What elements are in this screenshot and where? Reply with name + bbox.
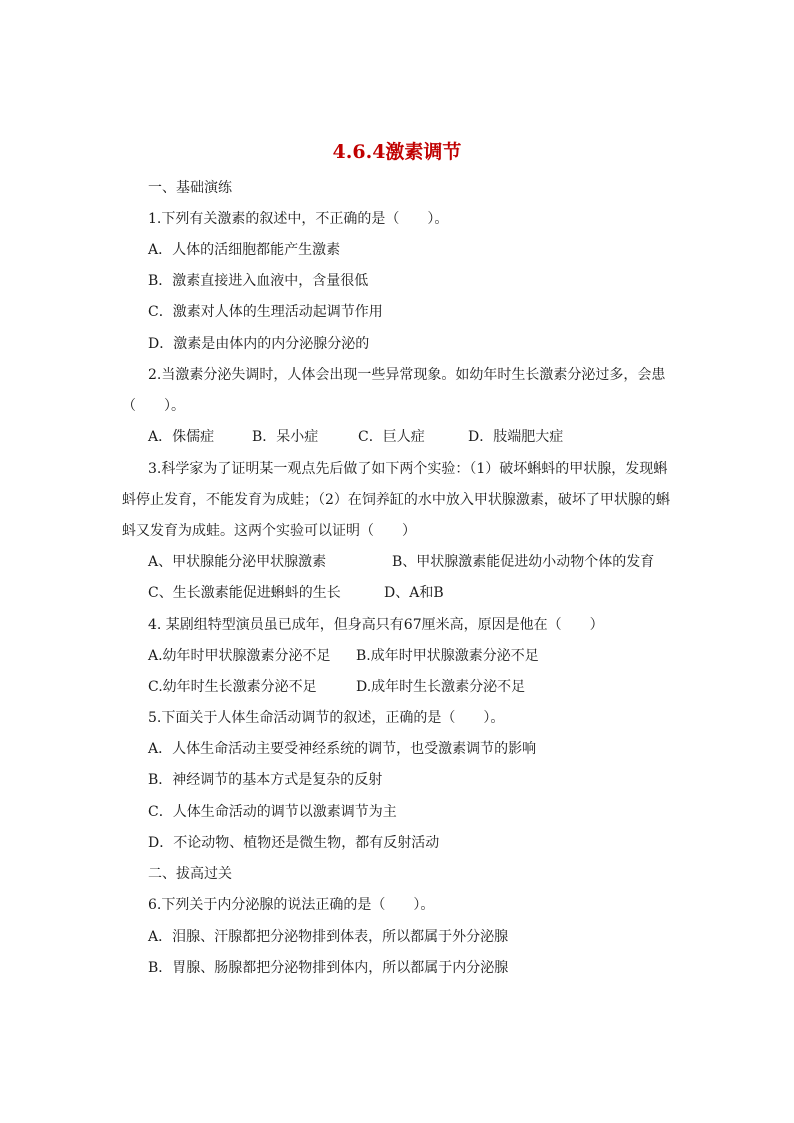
question-6-option-a: A．泪腺、汗腺都把分泌物排到体表，所以都属于外分泌腺 — [148, 929, 509, 945]
question-2-stem-line-2: （ ）。 — [122, 398, 185, 414]
question-5-option-c: C．人体生命活动的调节以激素调节为主 — [148, 804, 397, 820]
question-3-stem-line-3: 蚪又发育为成蛙。这两个实验可以证明（ ） — [122, 523, 416, 539]
question-4-stem: 4. 某剧组特型演员虽已成年，但身高只有67厘米高，原因是他在（ ） — [148, 617, 604, 633]
question-2-option-d: D．肢端肥大症 — [468, 429, 564, 445]
section-heading-advanced: 二、拔高过关 — [148, 866, 232, 882]
question-5-option-d: D．不论动物、植物还是微生物，都有反射活动 — [148, 835, 440, 851]
question-2-option-b: B．呆小症 — [252, 429, 319, 445]
question-3-option-a: A、甲状腺能分泌甲状腺激素 — [148, 554, 327, 570]
question-4-option-c: C.幼年时生长激素分泌不足 — [148, 679, 317, 695]
question-3-option-b: B、甲状腺激素能促进幼小动物个体的发育 — [392, 554, 655, 570]
question-1-option-d: D．激素是由体内的内分泌腺分泌的 — [148, 336, 370, 352]
question-6-stem: 6.下列关于内分泌腺的说法正确的是（ ）。 — [148, 897, 435, 913]
question-1-option-c: C．激素对人体的生理活动起调节作用 — [148, 304, 383, 320]
question-4-option-b: B.成年时甲状腺激素分泌不足 — [356, 648, 539, 664]
question-5-option-a: A．人体生命活动主要受神经系统的调节，也受激素调节的影响 — [148, 741, 537, 757]
question-1-option-b: B．激素直接进入血液中，含量很低 — [148, 273, 369, 289]
question-5-option-b: B．神经调节的基本方式是复杂的反射 — [148, 772, 383, 788]
question-1-option-a: A．人体的活细胞都能产生激素 — [148, 242, 341, 258]
question-1-stem: 1.下列有关激素的叙述中，不正确的是（ ）。 — [148, 211, 449, 227]
question-4-option-a: A.幼年时甲状腺激素分泌不足 — [148, 648, 331, 664]
question-2-stem-line-1: 2.当激素分泌失调时，人体会出现一些异常现象。如幼年时生长激素分泌过多，会患 — [148, 367, 666, 383]
question-2-option-a: A．侏儒症 — [148, 429, 215, 445]
question-3-option-d: D、A和B — [384, 585, 444, 601]
section-heading-basic: 一、基础演练 — [148, 180, 232, 196]
question-3-option-c: C、生长激素能促进蝌蚪的生长 — [148, 585, 341, 601]
question-3-stem-line-1: 3.科学家为了证明某一观点先后做了如下两个实验：（1）破坏蝌蚪的甲状腺，发现蝌 — [148, 461, 668, 477]
question-2-option-c: C．巨人症 — [358, 429, 425, 445]
question-3-stem-line-2: 蚪停止发育，不能发育为成蛙；（2）在饲养缸的水中放入甲状腺激素，破坏了甲状腺的蝌 — [122, 492, 670, 508]
page-title: 4.6.4激素调节 — [332, 141, 462, 163]
question-5-stem: 5.下面关于人体生命活动调节的叙述，正确的是（ ）。 — [148, 710, 505, 726]
question-6-option-b: B．胃腺、肠腺都把分泌物排到体内，所以都属于内分泌腺 — [148, 960, 509, 976]
question-4-option-d: D.成年时生长激素分泌不足 — [356, 679, 526, 695]
